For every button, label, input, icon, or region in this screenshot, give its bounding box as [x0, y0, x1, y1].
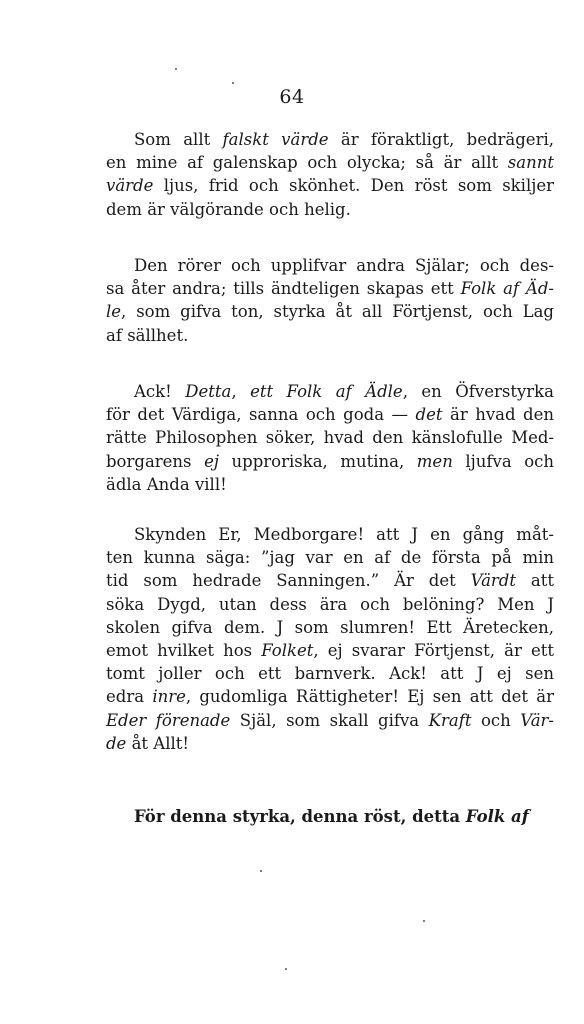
text-line: [106, 174, 554, 197]
text-run: , ej svarar Förtjenst, är ett: [313, 641, 554, 661]
text-line: [106, 426, 554, 449]
italic-text: de: [106, 733, 127, 753]
text-run: , en Öfverstyrka: [402, 382, 554, 401]
text-run: För denna styrka, denna röst, detta: [134, 807, 466, 826]
text-line: [106, 732, 554, 755]
italic-text: Vär-: [520, 710, 554, 730]
text-run: upproriska, mutina,: [218, 451, 417, 471]
text-run: ljufva och: [452, 451, 554, 471]
text-line: [106, 450, 554, 473]
text-run: tomt joller och ett barnverk. Ack! att J ej sen: [106, 664, 554, 684]
italic-text: Värdt: [470, 571, 516, 591]
text-run: ,: [231, 382, 251, 401]
paragraph: [106, 523, 554, 755]
italic-text: Eder förenade: [106, 710, 231, 730]
text-line: [106, 300, 554, 323]
text-line: [106, 523, 554, 546]
italic-text: le: [106, 302, 122, 322]
text-run: Skynden Er, Medborgare! att J en gång måt-: [134, 525, 554, 544]
text-line: [106, 709, 554, 732]
speck: [175, 68, 177, 70]
text-run: och: [471, 710, 521, 730]
text-line: [106, 616, 554, 639]
text-run: Ack!: [134, 382, 186, 401]
text-line: [106, 805, 554, 828]
text-run: ädla Anda vill!: [106, 474, 227, 494]
text-line: [106, 662, 554, 685]
text-line: [106, 685, 554, 708]
paragraph: [106, 805, 554, 828]
page-number: 64: [279, 86, 305, 108]
paragraph: [106, 128, 554, 221]
italic-text: Detta: [185, 382, 232, 401]
text-line: [106, 473, 554, 496]
italic-text: det: [415, 405, 443, 425]
italic-text: ett Folk af Ädle: [250, 382, 403, 401]
italic-text: sannt: [507, 153, 554, 173]
italic-text: men: [416, 451, 453, 471]
text-line: [106, 593, 554, 616]
text-line: [106, 403, 554, 426]
italic-text: värde: [106, 176, 154, 196]
text-run: , gudomliga Rättigheter! Ej sen att det är: [185, 687, 555, 707]
text-run: rätte Philosophen söker, hvad den känslofulle Med-: [106, 428, 554, 448]
italic-text: Folk af: [465, 807, 529, 826]
text-run: , som gifva ton, styrka åt all Förtjenst, och Lag: [121, 302, 554, 322]
speck: [232, 82, 234, 84]
text-run: ten kunna säga: ”jag var en af de första på min: [106, 548, 554, 568]
text-run: för det Värdiga, sanna och goda —: [106, 405, 416, 425]
italic-text: Folket: [261, 641, 314, 661]
text-run: Som allt: [134, 130, 223, 149]
text-run: sa åter andra; tills ändteligen skapas ett: [106, 279, 461, 299]
text-line: [106, 277, 554, 300]
text-line: [106, 639, 554, 662]
text-run: skolen gifva dem. J som slumren! Ett Äretecken,: [106, 617, 554, 637]
text-run: Själ, som skall gifva: [230, 710, 429, 730]
text-line: [106, 151, 554, 174]
italic-text: inre: [152, 687, 186, 707]
speck: [423, 920, 425, 922]
text-run: dem är välgörande och helig.: [106, 199, 351, 219]
italic-text: ej: [204, 451, 219, 471]
text-run: åt Allt!: [126, 733, 190, 753]
text-run: edra: [106, 687, 153, 707]
text-line: [106, 324, 554, 347]
text-line: [106, 569, 554, 592]
text-run: en mine af galenskap och olycka; så är allt: [106, 153, 508, 173]
paragraph: [106, 380, 554, 496]
text-run: borgarens: [106, 451, 205, 471]
text-run: att: [516, 571, 555, 591]
text-run: ljus, frid och skönhet. Den röst som skiljer: [153, 176, 554, 196]
text-line: [106, 128, 554, 151]
text-run: emot hvilket hos: [106, 641, 262, 661]
text-line: [106, 380, 554, 403]
text-line: [106, 546, 554, 569]
speck: [285, 968, 287, 970]
speck: [260, 870, 262, 872]
italic-text: Folk af Äd-: [460, 279, 554, 299]
text-line: [106, 254, 554, 277]
text-line: [106, 198, 554, 221]
text-run: är föraktligt, bedrägeri,: [328, 130, 554, 149]
text-run: är hvad den: [442, 405, 554, 425]
text-run: Den rörer och upplifvar andra Själar; och des-: [134, 256, 554, 275]
text-run: tid som hedrade Sanningen.” Är det: [106, 571, 471, 591]
italic-text: Kraft: [428, 710, 472, 730]
text-run: af sällhet.: [106, 325, 189, 345]
paragraph: [106, 254, 554, 347]
text-run: söka Dygd, utan dess ära och belöning? Men J: [106, 594, 554, 614]
italic-text: falskt värde: [222, 130, 329, 149]
